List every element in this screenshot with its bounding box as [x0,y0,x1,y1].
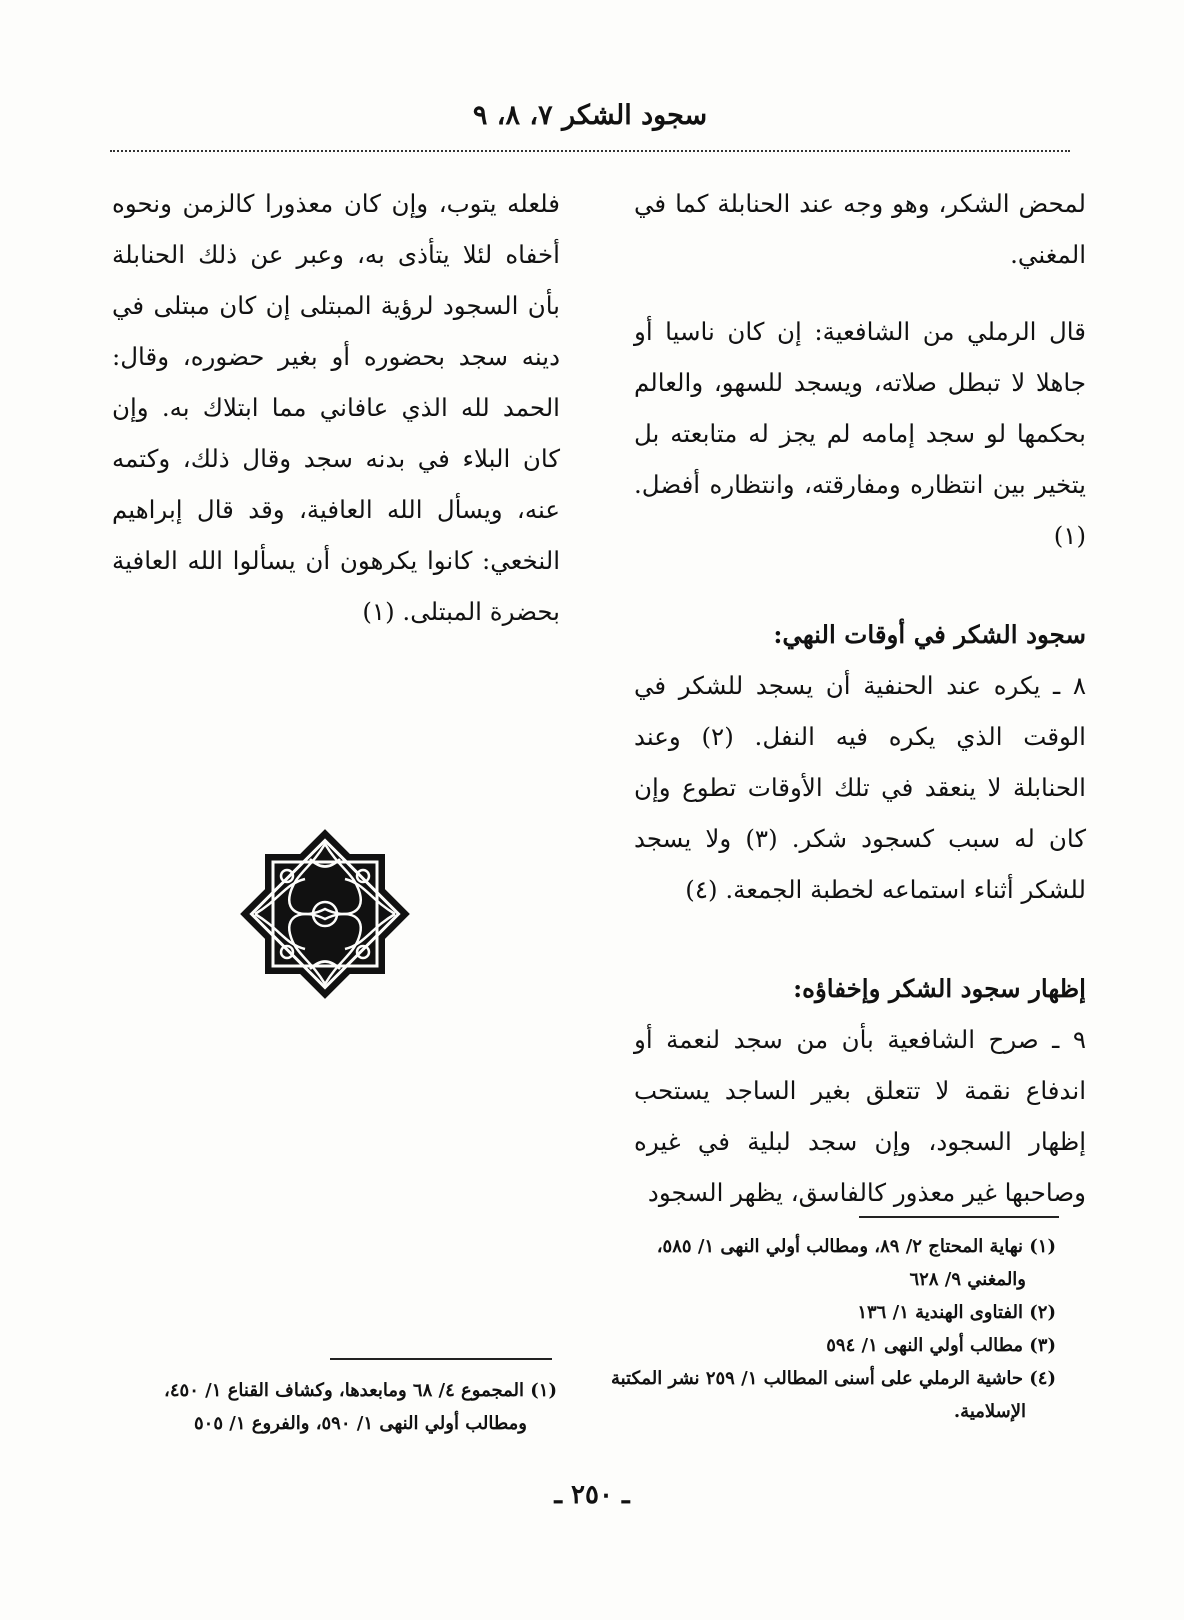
footnote: (٤) حاشية الرملي على أسنى المطالب ١/ ٢٥٩ نشر المكتبة [610,1368,1056,1389]
footnote: (١) نهاية المحتاج ٢/ ٨٩، ومطالب أولي النهى ١/ ٥٨٥، [656,1236,1056,1257]
paragraph: لمحض الشكر، وهو وجه عند الحنابلة كما في المغني. [634,189,1086,269]
footnote-continuation: الإسلامية. [953,1401,1026,1422]
footnote-continuation: والمغني ٩/ ٦٢٨ [909,1269,1026,1290]
paragraph: ٩ ـ صرح الشافعية بأن من سجد لنعمة أو اندفاع نقمة لا تتعلق بغير الساجد يستحب إظهار السجود، وإن سجد لبلية في غيره وصاحبها غير معذور كالفاسق، يظهر السجود [634,1025,1086,1207]
footnotes-left [112,1374,557,1440]
footnote: (٢) الفتاوى الهندية ١/ ١٣٦ [857,1302,1056,1323]
paragraph: قال الرملي من الشافعية: إن كان ناسيا أو جاهلا لا تبطل صلاته، ويسجد للسهو، والعالم بحكمها لو سجد إمامه لم يجز له متابعته بل يتخير بين انتظاره ومفارقته، وانتظاره أفضل. (١) [634,317,1086,550]
paragraph: فلعله يتوب، وإن كان معذورا كالزمن ونحوه أخفاه لئلا يتأذى به، وعبر عن ذلك الحنابلة بأن السجود لرؤية المبتلى إن كان مبتلى في دينه سجد بحضوره أو بغير حضوره، وقال: الحمد لله الذي عافاني مما ابتلاك به. وإن كان البلاء في بدنه سجد وقال ذلك، وكتمه عنه، ويسأل الله العافية، وقد قال إبراهيم النخعي: كانوا يكرهون أن يسألوا الله العافية بحضرة المبتلى. (١) [112,189,560,626]
footnote-divider [859,1216,1059,1218]
footnote: (١) المجموع ٤/ ٦٨ ومابعدها، وكشاف القناع ١/ ٤٥٠، [164,1380,557,1401]
header-dotted-divider [110,150,1070,152]
footnote-divider [330,1358,552,1360]
section-heading: سجود الشكر في أوقات النهي: [773,620,1086,649]
footnotes-right [596,1230,1056,1428]
footnote: (٣) مطالب أولي النهى ١/ ٥٩٤ [826,1335,1056,1356]
page-header-title: سجود الشكر ٧، ٨، ٩ [472,100,708,131]
section-heading: إظهار سجود الشكر وإخفاؤه: [793,974,1086,1003]
right-text-column [634,178,1086,1218]
left-text-column [112,178,560,637]
footnote-continuation: ومطالب أولي النهى ١/ ٥٩٠، والفروع ١/ ٥٠٥ [193,1413,527,1434]
page-number: ـ ٢٥٠ ـ [554,1480,630,1510]
arabesque-star-ornament-icon [225,814,425,1014]
paragraph: ٨ ـ يكره عند الحنفية أن يسجد للشكر في الوقت الذي يكره فيه النفل. (٢) وعند الحنابلة لا ينعقد في تلك الأوقات تطوع وإن كان له سبب كسجود شكر. (٣) ولا يسجد للشكر أثناء استماعه لخطبة الجمعة. (٤) [634,671,1086,904]
